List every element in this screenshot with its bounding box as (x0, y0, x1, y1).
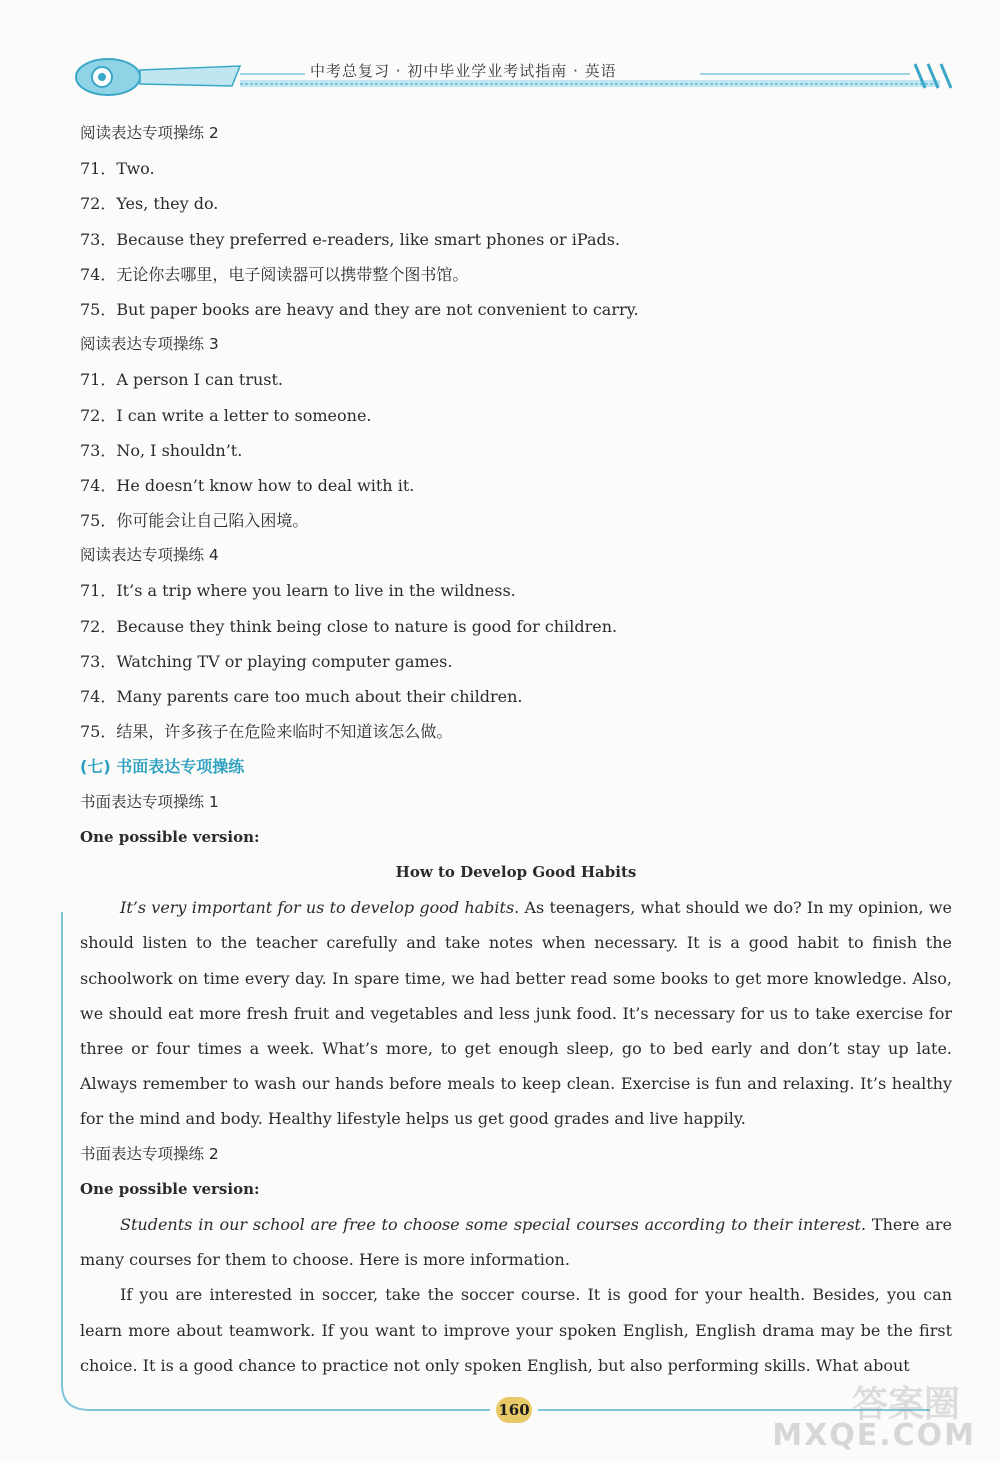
section-title: 书面表达专项操练 1 (80, 792, 219, 811)
answer-line: 72．Because they think being close to nature is good for children. (80, 616, 618, 636)
section-reading-3 (80, 327, 952, 538)
essay-paragraph (80, 890, 952, 1136)
version-label: One possible version: (80, 827, 260, 846)
answer-line: 72．I can write a letter to someone. (80, 405, 372, 425)
page-content (80, 116, 952, 1383)
page-number: 160 (496, 1397, 532, 1423)
answer-line: 71．A person I can trust. (80, 370, 284, 390)
section-title: 阅读表达专项操练 3 (80, 335, 219, 354)
section-writing-2 (80, 1137, 952, 1383)
answer-line: 73．Because they preferred e-readers, like smart phones or iPads. (80, 229, 621, 249)
answer-line: 74．Many parents care too much about their children. (80, 687, 523, 706)
answer-line: 73．Watching TV or playing computer games. (80, 651, 453, 671)
section-writing-1 (80, 785, 952, 1137)
essay-body: . There are many courses for them to choose. Here is more information. (80, 1214, 952, 1270)
section-reading-4 (80, 538, 952, 749)
section-title: 阅读表达专项操练 4 (80, 546, 219, 565)
watermark-logo: 答案圈 (851, 1384, 960, 1425)
version-label: One possible version: (80, 1179, 260, 1198)
answer-line: 71．Two. (80, 159, 155, 179)
essay-body: . As teenagers, what should we do? In my opinion, we should listen to the teacher carefully and take notes when necessary. It is a good habit to finish the schoolwork on time every day. In spare time, we had better read some books to get more knowledge. Also, we should eat more fresh fruit and vegetables and less junk food. It’s necessary for us to take exercise for three or four times a week. What’s more, to get enough sleep, go to bed early and don’t stay up late. Always remember to wash our hands before meals to keep clean. Exercise is fun and relaxing. It’s healthy for the mind and body. Healthy lifestyle helps us get good grades and live happily. (80, 898, 953, 1129)
essay-title: How to Develop Good Habits (395, 862, 637, 881)
section-title: 书面表达专项操练 2 (80, 1144, 219, 1163)
part-heading: (七) 书面表达专项操练 (80, 757, 245, 777)
section-reading-2 (80, 116, 952, 327)
watermark-text: MXQE.COM (772, 1418, 976, 1453)
answer-line: 74．He doesn’t know how to deal with it. (80, 475, 415, 495)
essay-lead: It’s very important for us to develop good habits (120, 898, 515, 918)
answer-line: 75．你可能会让自己陷入困境。 (80, 511, 309, 531)
page-header (0, 52, 1000, 102)
section-title: 阅读表达专项操练 2 (80, 124, 219, 142)
answer-line: 75．But paper books are heavy and they are not convenient to carry. (80, 299, 639, 319)
answer-line: 73．No, I shouldn’t. (80, 440, 243, 460)
header-title: 中考总复习 · 初中毕业学业考试指南 · 英语 (310, 62, 617, 80)
essay-paragraph: If you are interested in soccer, take the soccer course. It is good for your health. Besides, you can learn more about teamwork. If you want to improve your spoken English, English drama may be the first choice. It is a good chance to practice not only spoken English, but also performing skills. What about (80, 1285, 952, 1375)
essay-paragraph (80, 1207, 952, 1277)
answer-line: 71．It’s a trip where you learn to live in the wildness. (80, 581, 516, 601)
answer-line: 72．Yes, they do. (80, 194, 219, 214)
answer-line: 74．无论你去哪里，电子阅读器可以携带整个图书馆。 (80, 264, 469, 284)
answer-line: 75．结果，许多孩子在危险来临时不知道该怎么做。 (80, 722, 453, 742)
essay-lead: Students in our school are free to choose some special courses according to their interest (120, 1214, 861, 1234)
